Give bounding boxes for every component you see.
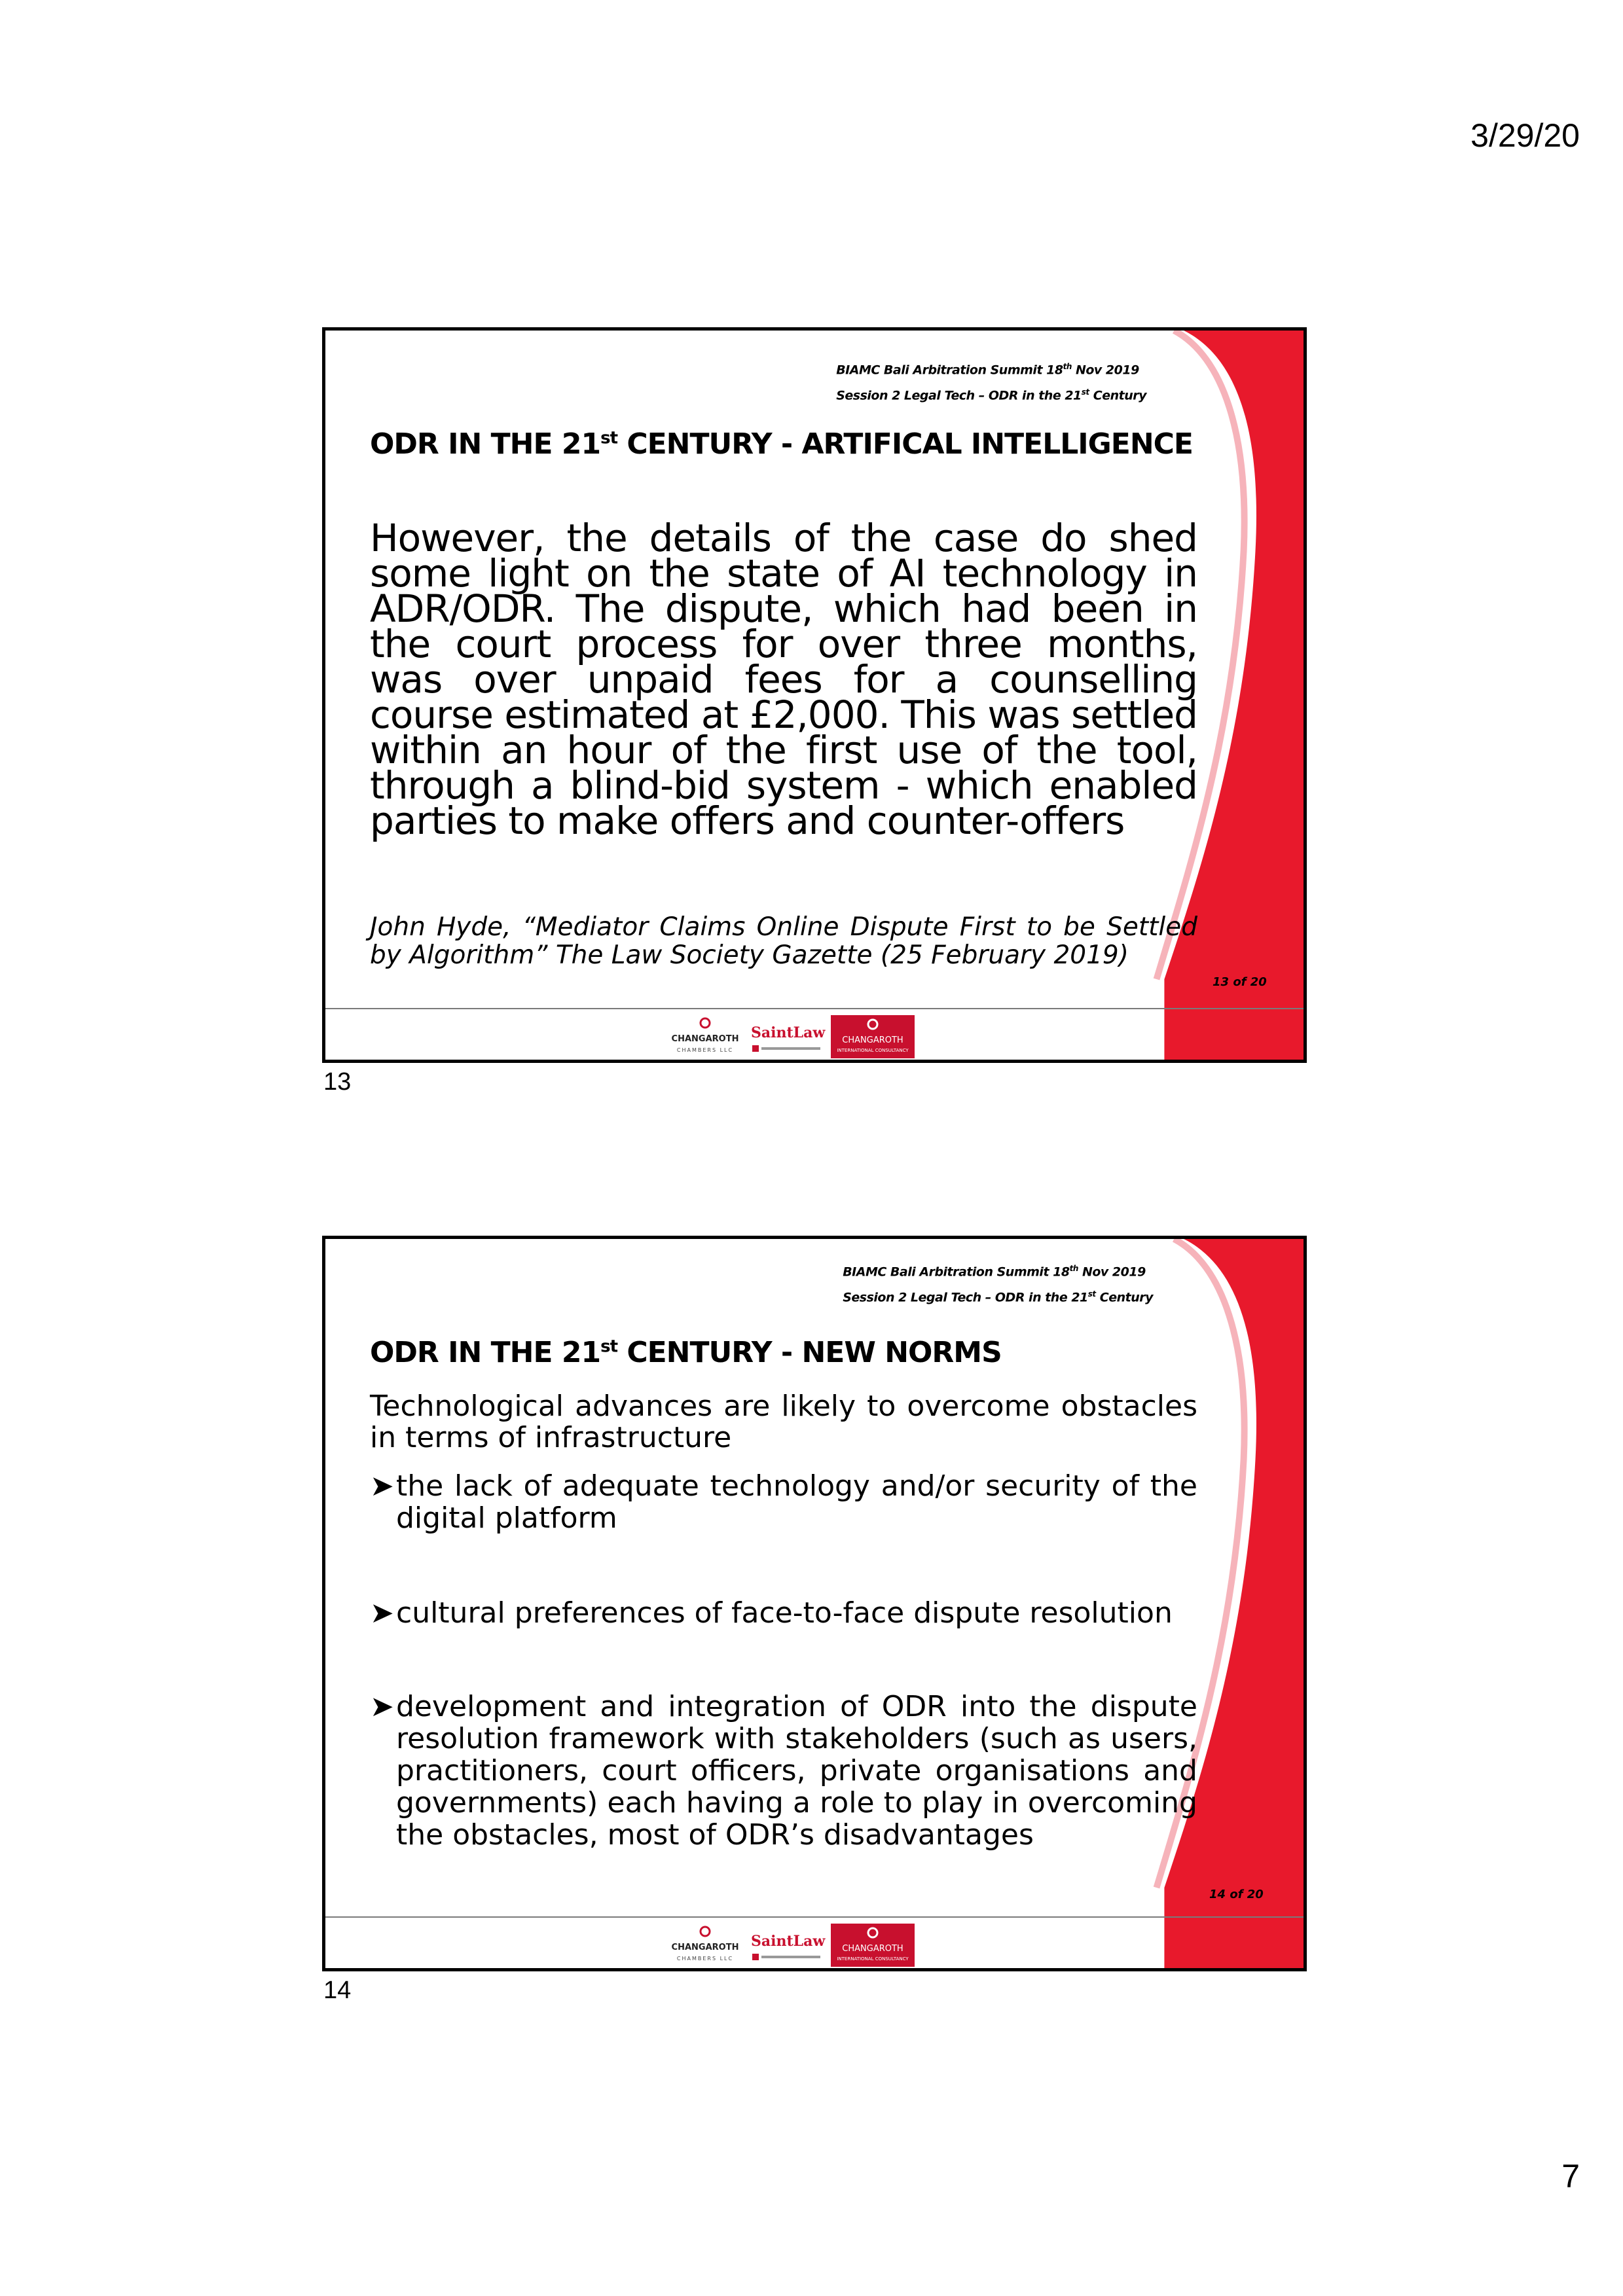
header-session-line: Session 2 Legal Tech – ODR in the 21st Century (843, 1289, 1153, 1305)
slide-counter: 14 of 20 (1209, 1888, 1264, 1901)
footer-logos (666, 1015, 915, 1058)
page-number: 7 (1561, 2158, 1580, 2195)
page-date: 3/29/20 (1470, 117, 1580, 154)
footer-divider (325, 1916, 1304, 1918)
header-event-line: BIAMC Bali Arbitration Summit 18th Nov 2019 (836, 362, 1139, 378)
slide-body-text: However, the details of the case do shed some light on the state of AI technology in ADR/ODR. The dispute, which had been in the court process for over three months, was over unpaid fees for a counselling course estimated at £2,000. This was settled within an hour of the first use of the tool, through a blind-bid system - which enabled parties to make offers and counter-offers (370, 516, 1197, 843)
saintlaw-logo (751, 1024, 826, 1052)
svg-text:CHANGAROTH: CHANGAROTH (842, 1035, 903, 1045)
svg-text:INTERNATIONAL CONSULTANCY: INTERNATIONAL CONSULTANCY (837, 1048, 909, 1053)
saintlaw-logo (751, 1933, 826, 1960)
svg-text:CHAMBERS LLC: CHAMBERS LLC (676, 1956, 734, 1962)
header-event-line: BIAMC Bali Arbitration Summit 18th Nov 2019 (843, 1264, 1146, 1280)
svg-text:CHANGAROTH: CHANGAROTH (671, 1943, 739, 1952)
slide-label-13: 13 (323, 1068, 352, 1096)
slide-14 (322, 1236, 1307, 1971)
slide-citation: John Hyde, “Mediator Claims Online Dispute First to be Settled by Algorithm” The Law Society Gazette (25 February 2019) (370, 912, 1197, 970)
svg-text:CHANGAROTH: CHANGAROTH (671, 1034, 739, 1044)
svg-text:SaintLaw: SaintLaw (751, 1933, 826, 1950)
slide-title: ODR IN THE 21st CENTURY - NEW NORMS (370, 1336, 1002, 1369)
footer-logos (666, 1924, 915, 1967)
header-session-line: Session 2 Legal Tech – ODR in the 21st Century (836, 387, 1146, 403)
slide-title: ODR IN THE 21st CENTURY - ARTIFICAL INTELLIGENCE (370, 427, 1193, 461)
slide-intro-text: Technological advances are likely to overcome obstacles in terms of infrastructure (370, 1390, 1197, 1454)
svg-text:SaintLaw: SaintLaw (751, 1024, 826, 1041)
changaroth-chambers-logo (672, 1018, 739, 1053)
bullet-arrow-icon: ➤ (370, 1469, 394, 1503)
bullet-arrow-icon: ➤ (370, 1690, 394, 1723)
changaroth-consultancy-logo (831, 1015, 915, 1058)
svg-text:CHAMBERS LLC: CHAMBERS LLC (676, 1047, 734, 1053)
slide-header-info (843, 1257, 1153, 1309)
slide-13 (322, 327, 1307, 1063)
svg-text:CHANGAROTH: CHANGAROTH (842, 1944, 903, 1954)
footer-divider (325, 1008, 1304, 1009)
slide-counter: 13 of 20 (1213, 975, 1267, 989)
bullet-arrow-icon: ➤ (370, 1596, 394, 1630)
bullet-item: ➤ the lack of adequate technology and/or security of the digital platform (370, 1469, 1197, 1535)
changaroth-chambers-logo (672, 1927, 739, 1962)
slide-label-14: 14 (323, 1977, 352, 2004)
bullet-item: ➤ cultural preferences of face-to-face dispute resolution (370, 1596, 1173, 1630)
slide-header-info (836, 355, 1146, 407)
bullet-item: ➤ development and integration of ODR into the dispute resolution framework with stakeholders (such as users, practitioners, court officers, private organisations and governments) each having a role to play in overcoming the obstacles, most of ODR’s disadvantages (370, 1690, 1197, 1852)
svg-text:INTERNATIONAL CONSULTANCY: INTERNATIONAL CONSULTANCY (837, 1956, 909, 1962)
changaroth-consultancy-logo (831, 1924, 915, 1967)
